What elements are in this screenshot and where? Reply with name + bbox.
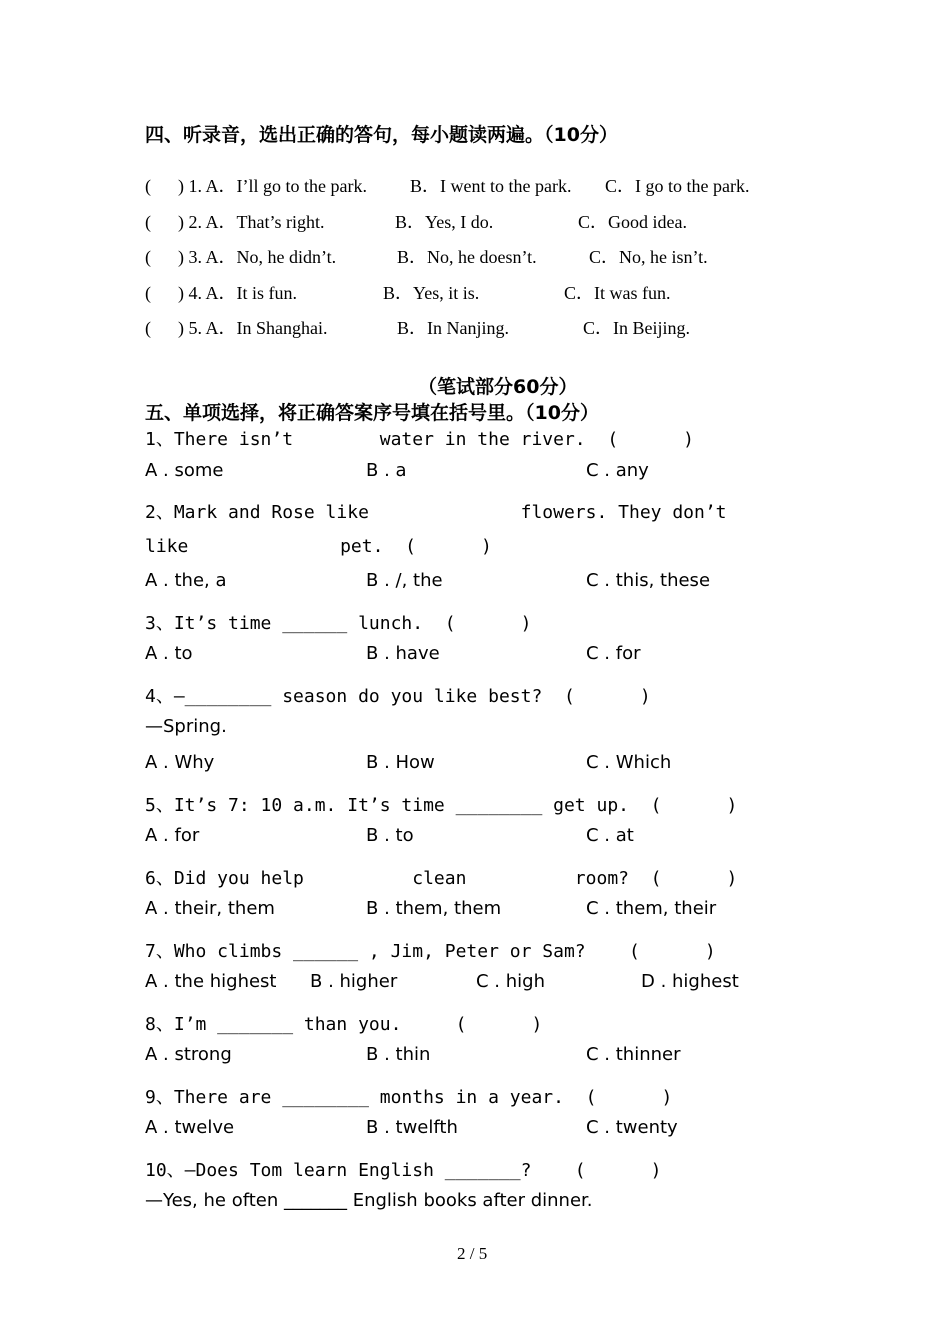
question-2-option-a: A . the, a bbox=[145, 570, 227, 591]
question-3-option-a: A . to bbox=[145, 643, 193, 664]
question-9-option-b: B . twelfth bbox=[366, 1117, 458, 1138]
page-number: 2 / 5 bbox=[457, 1244, 488, 1263]
listening-item-2-a: ( ) 2. A．That’s right. bbox=[145, 212, 325, 232]
question-10-stem: 10、—Does Tom learn English _______? ( ) bbox=[145, 1160, 662, 1181]
question-9-stem: 9、There are ________ months in a year. ( ) bbox=[145, 1087, 673, 1108]
listening-item-5-c: C．In Beijing. bbox=[583, 318, 690, 338]
question-8-stem: 8、I’m _______ than you. ( ) bbox=[145, 1014, 543, 1035]
listening-item-2-b: B．Yes, I do. bbox=[395, 212, 494, 232]
question-2-stem-line-1: 2、Mark and Rose like flowers. They don’t bbox=[145, 502, 727, 523]
question-3-option-c: C . for bbox=[586, 643, 641, 664]
listening-item-3-c: C．No, he isn’t. bbox=[589, 247, 708, 267]
section-5-title: 五、单项选择，将正确答案序号填在括号里。（10分） bbox=[145, 402, 599, 424]
question-7-option-a: A . the highest bbox=[145, 971, 277, 992]
listening-item-4-a: ( ) 4. A．It is fun. bbox=[145, 283, 297, 303]
listening-item-3-a: ( ) 3. A．No, he didn’t. bbox=[145, 247, 337, 267]
listening-item-1-b: B．I went to the park. bbox=[410, 176, 572, 196]
question-6-option-a: A . their, them bbox=[145, 898, 275, 919]
listening-item-3-b: B．No, he doesn’t. bbox=[397, 247, 537, 267]
question-10-answer: —Yes, he often _______ English books after dinner. bbox=[145, 1190, 593, 1211]
question-5-stem: 5、It’s 7: 10 a.m. It’s time ________ get up. ( ) bbox=[145, 795, 738, 816]
question-3-option-b: B . have bbox=[366, 643, 440, 664]
question-7-option-d: D . highest bbox=[641, 971, 739, 992]
question-8-option-b: B . thin bbox=[366, 1044, 431, 1065]
question-8-option-c: C . thinner bbox=[586, 1044, 681, 1065]
question-4-option-c: C . Which bbox=[586, 752, 672, 773]
listening-item-5-b: B．In Nanjing. bbox=[397, 318, 509, 338]
question-8-option-a: A . strong bbox=[145, 1044, 232, 1065]
question-7-option-c: C . high bbox=[476, 971, 545, 992]
written-part-heading: （笔试部分60分） bbox=[418, 376, 578, 398]
question-4-stem: 4、—________ season do you like best? ( ) bbox=[145, 686, 651, 707]
question-2-option-b: B . /, the bbox=[366, 570, 443, 591]
question-5-option-b: B . to bbox=[366, 825, 414, 846]
listening-item-4-c: C．It was fun. bbox=[564, 283, 671, 303]
section-4-title: 四、听录音，选出正确的答句，每小题读两遍。（10分） bbox=[145, 124, 618, 146]
listening-item-5-a: ( ) 5. A．In Shanghai. bbox=[145, 318, 328, 338]
question-2-stem-line-2: like pet. ( ) bbox=[145, 536, 492, 557]
question-7-option-b: B . higher bbox=[310, 971, 398, 992]
question-6-option-c: C . them, their bbox=[586, 898, 717, 919]
question-9-option-c: C . twenty bbox=[586, 1117, 678, 1138]
question-4-option-b: B . How bbox=[366, 752, 435, 773]
question-1-stem: 1、There isn’t water in the river. ( ) bbox=[145, 429, 695, 450]
question-3-stem: 3、It’s time ______ lunch. ( ) bbox=[145, 613, 532, 634]
question-6-stem: 6、Did you help clean room? ( ) bbox=[145, 868, 738, 889]
question-6-option-b: B . them, them bbox=[366, 898, 502, 919]
listening-item-1-c: C．I go to the park. bbox=[605, 176, 750, 196]
listening-item-2-c: C．Good idea. bbox=[578, 212, 687, 232]
question-7-stem: 7、Who climbs ______ , Jim, Peter or Sam? ( ) bbox=[145, 941, 716, 962]
question-4-answer: —Spring. bbox=[145, 716, 227, 737]
question-9-option-a: A . twelve bbox=[145, 1117, 235, 1138]
question-1-option-a: A . some bbox=[145, 460, 224, 481]
listening-item-1-a: ( ) 1. A．I’ll go to the park. bbox=[145, 176, 367, 196]
question-1-option-c: C . any bbox=[586, 460, 649, 481]
question-4-option-a: A . Why bbox=[145, 752, 215, 773]
question-5-option-a: A . for bbox=[145, 825, 200, 846]
question-5-option-c: C . at bbox=[586, 825, 634, 846]
listening-item-4-b: B．Yes, it is. bbox=[383, 283, 480, 303]
question-2-option-c: C . this, these bbox=[586, 570, 711, 591]
question-1-option-b: B . a bbox=[366, 460, 407, 481]
